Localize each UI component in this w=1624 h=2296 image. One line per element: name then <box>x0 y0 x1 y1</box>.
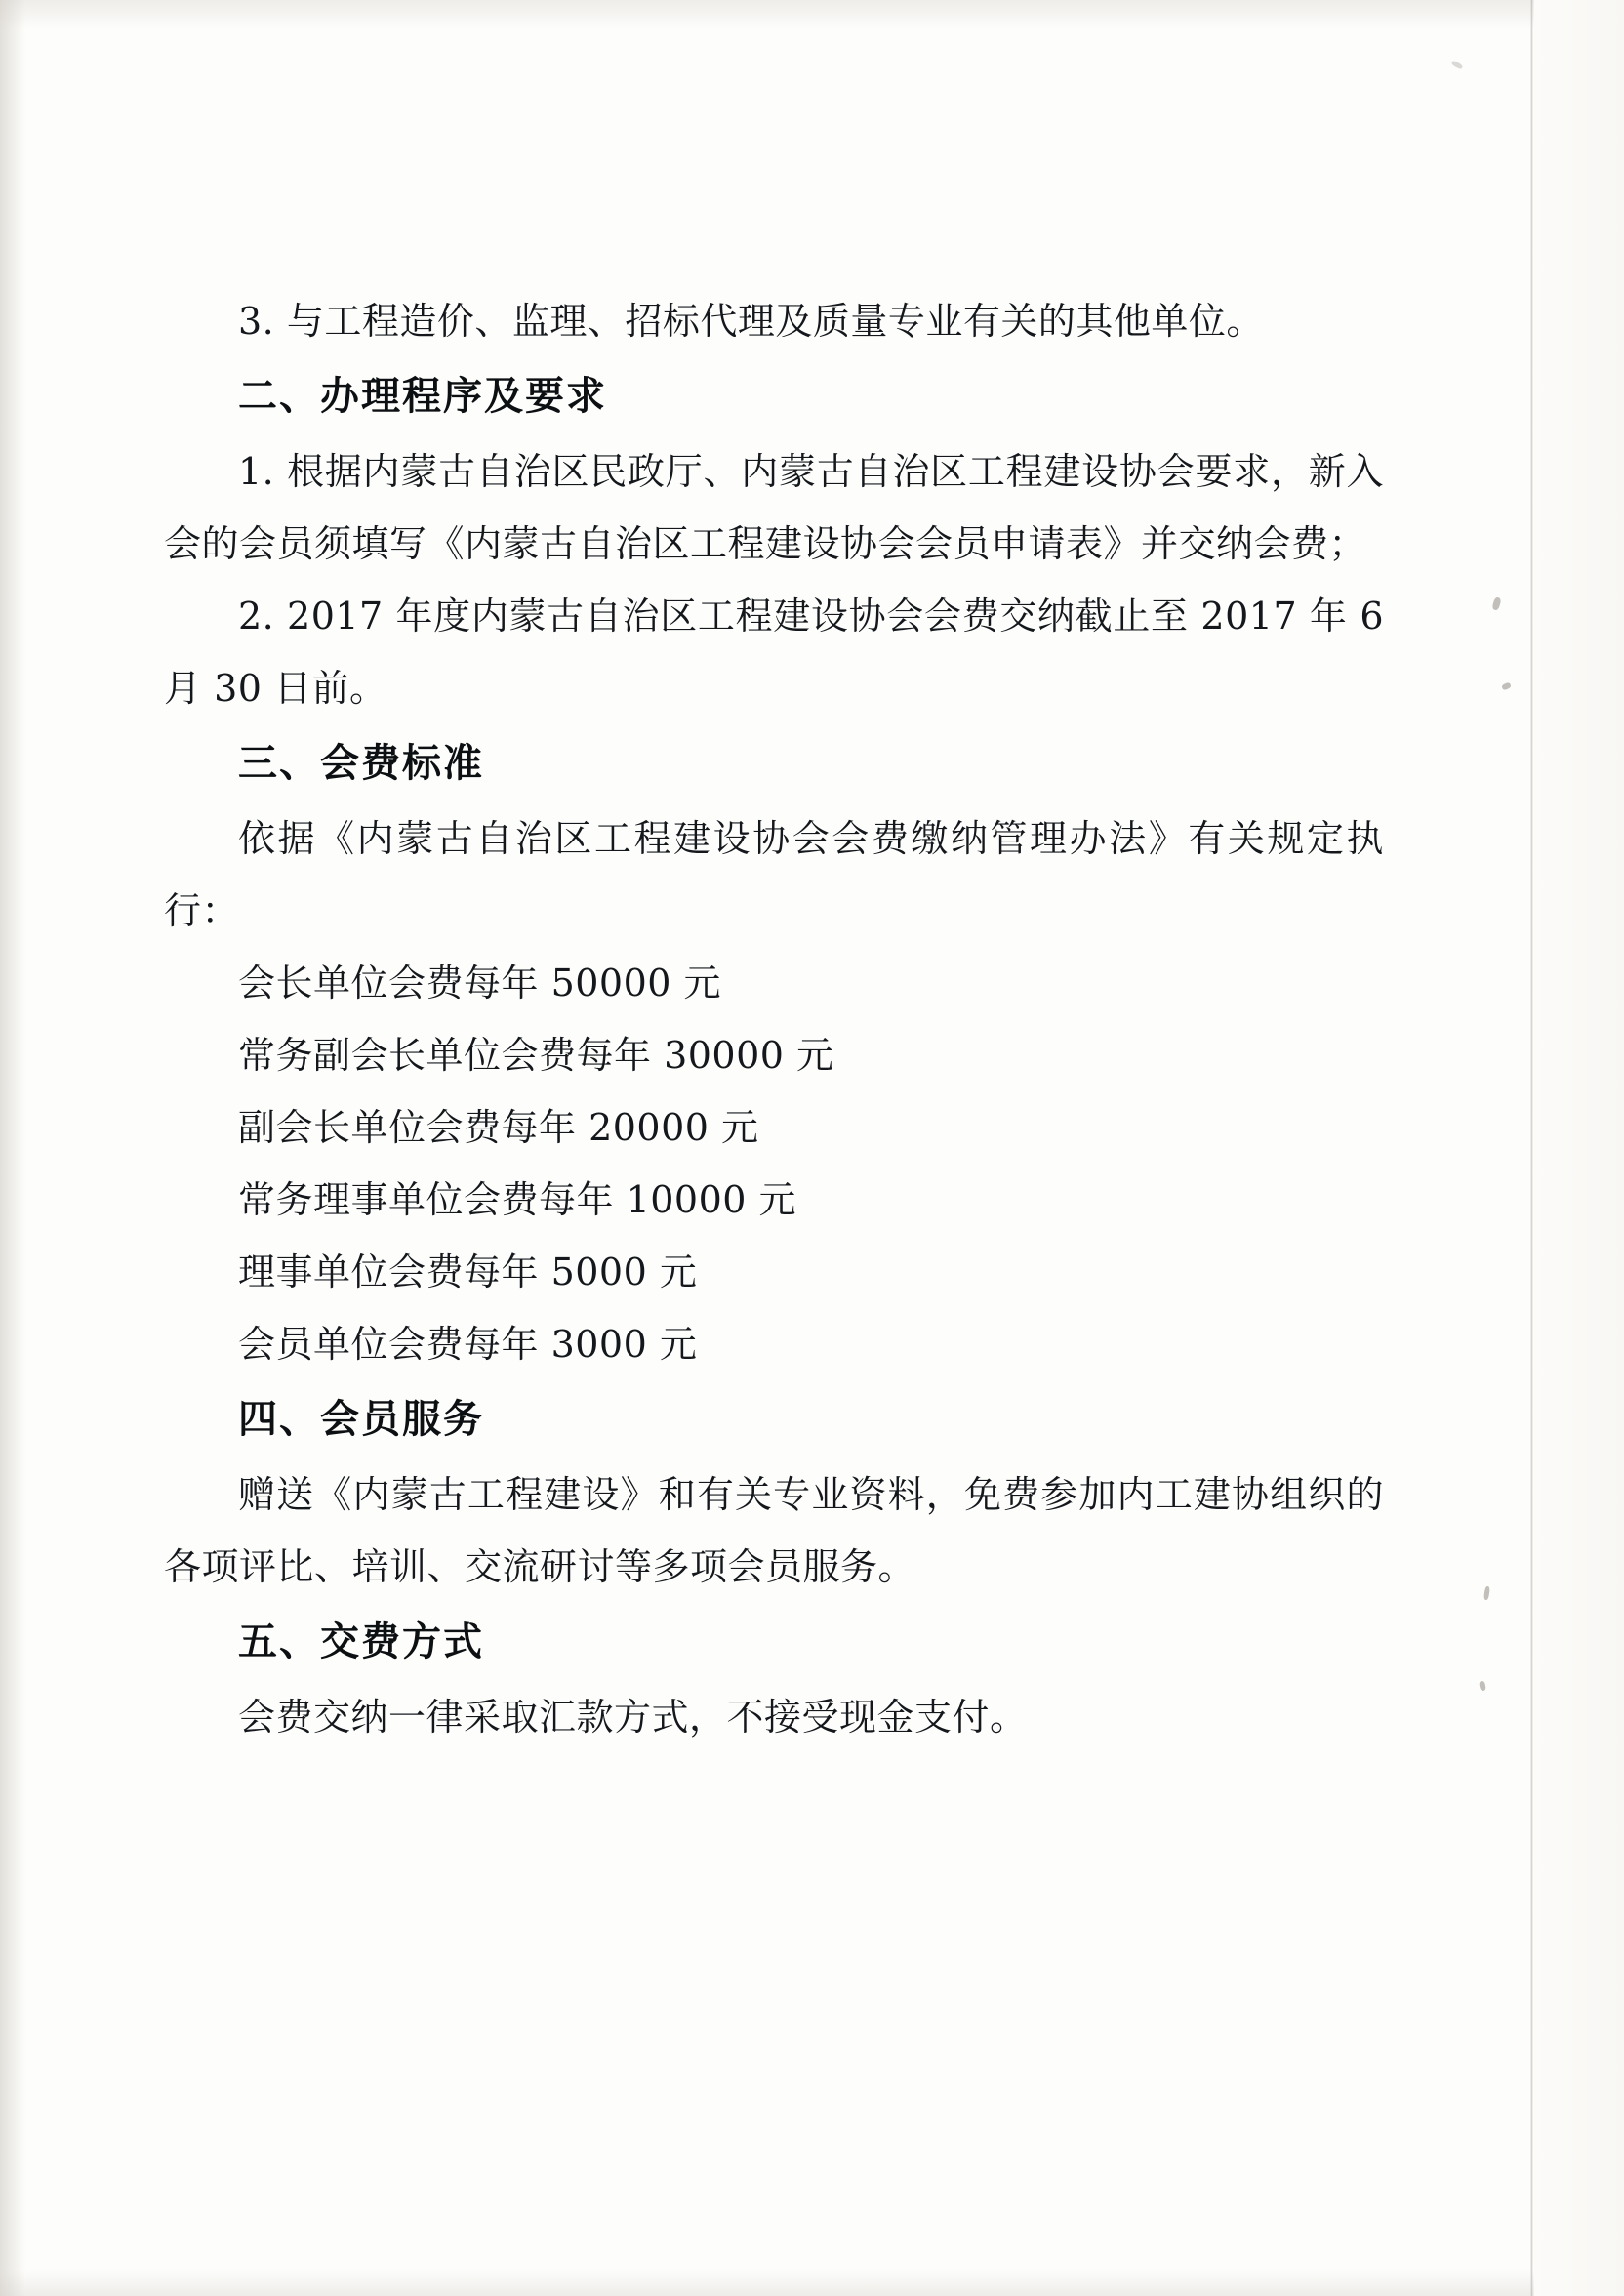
scan-speck-icon <box>1501 681 1512 690</box>
list-item: 副会长单位会费每年 20000 元 <box>238 1106 759 1149</box>
scan-speck-icon <box>1483 1586 1490 1601</box>
section-heading-five: 五、交费方式 <box>238 1620 484 1664</box>
scan-speck-icon <box>1479 1680 1486 1691</box>
section-heading-two: 二、办理程序及要求 <box>238 374 607 419</box>
section-five-body: 会费交纳一律采取汇款方式，不接受现金支付。 <box>238 1696 1028 1739</box>
list-item: 理事单位会费每年 5000 元 <box>238 1250 698 1293</box>
section-four-body: 赠送《内蒙古工程建设》和有关专业资料，免费参加内工建协组织的各项评比、培训、交流研讨等多项会员服务。 <box>164 1473 1384 1588</box>
section-heading-four: 四、会员服务 <box>238 1397 484 1442</box>
scan-right-margin <box>1534 0 1624 2296</box>
section-three-intro: 依据《内蒙古自治区工程建设协会会费缴纳管理办法》有关规定执行： <box>164 817 1384 932</box>
scan-speck-icon <box>1491 596 1501 610</box>
list-item-3: 3. 与工程造价、监理、招标代理及质量专业有关的其他单位。 <box>238 300 1264 343</box>
fee-standard-list <box>164 947 1384 1380</box>
section-heading-three: 三、会费标准 <box>238 741 484 786</box>
scan-speck-icon <box>1451 60 1464 69</box>
section-two-item-1: 1. 根据内蒙古自治区民政厅、内蒙古自治区工程建设协会要求，新入会的会员须填写《内蒙古自治区工程建设协会会员申请表》并交纳会费； <box>164 450 1384 565</box>
list-item: 会员单位会费每年 3000 元 <box>238 1323 698 1366</box>
section-two-item-2: 2. 2017 年度内蒙古自治区工程建设协会会费交纳截止至 2017 年 6 月 30 日前。 <box>164 594 1384 710</box>
list-item: 常务理事单位会费每年 10000 元 <box>238 1178 797 1221</box>
list-item: 会长单位会费每年 50000 元 <box>238 962 722 1004</box>
document-body <box>164 285 1384 1753</box>
list-item: 常务副会长单位会费每年 30000 元 <box>238 1034 834 1077</box>
scan-seam-line <box>1530 0 1533 2296</box>
